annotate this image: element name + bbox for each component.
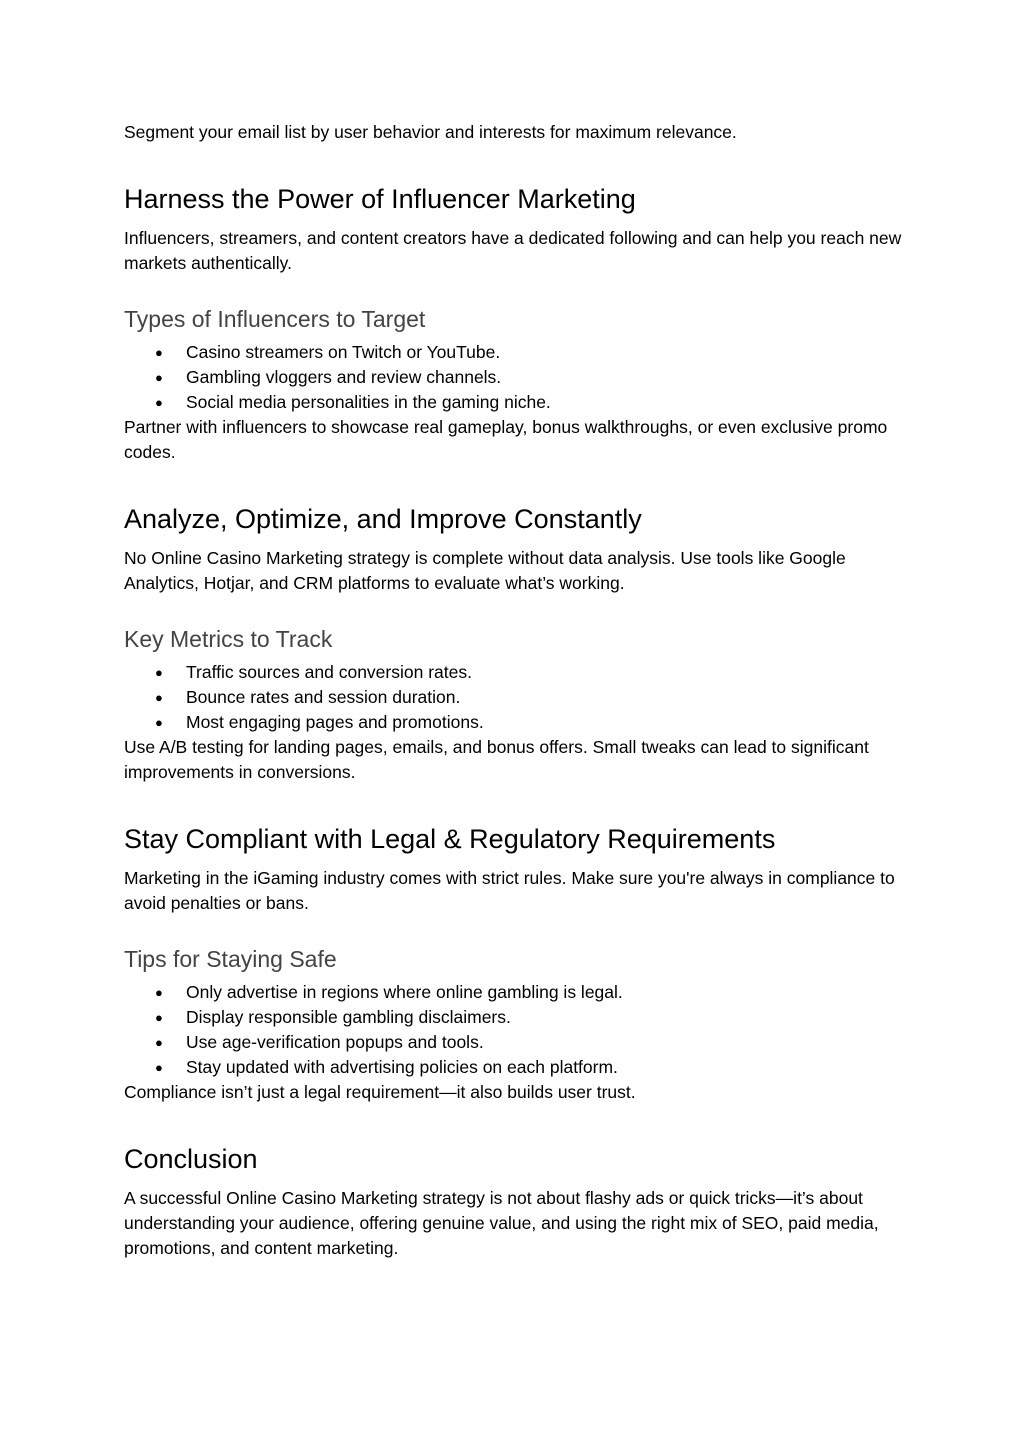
conclusion-paragraph: A successful Online Casino Marketing strategy is not about flashy ads or quick tricks—it’s about understanding your audience, offering genuine value, and using the right mix of SEO, paid media, promotions, and content marketing. [124,1188,879,1258]
section-closing: Partner with influencers to showcase real gameplay, bonus walkthroughs, or even exclusive promo codes. [124,417,888,462]
section-closing: Compliance isn’t just a legal requirement—it also builds user trust. [124,1082,636,1102]
bullet-list [124,660,904,735]
section-subheading: Key Metrics to Track [124,626,333,652]
conclusion-heading: Conclusion [124,1144,258,1174]
section-heading: Stay Compliant with Legal & Regulatory Requirements [124,824,776,854]
section-conclusion [124,1142,904,1261]
list-item: ● Use age-verification popups and tools. [124,1030,904,1055]
section-paragraph: Influencers, streamers, and content creators have a dedicated following and can help you reach new markets authentically. [124,228,902,273]
list-item: ● Bounce rates and session duration. [124,685,904,710]
list-item: ● Most engaging pages and promotions. [124,710,904,735]
section-subheading: Tips for Staying Safe [124,946,337,972]
list-item: ● Gambling vloggers and review channels. [124,365,904,390]
section-closing: Use A/B testing for landing pages, emails, and bonus offers. Small tweaks can lead to significant improvements in conversions. [124,737,869,782]
section-paragraph: No Online Casino Marketing strategy is complete without data analysis. Use tools like Google Analytics, Hotjar, and CRM platforms to evaluate what’s working. [124,548,846,593]
bullet-list [124,340,904,415]
section-subheading: Types of Influencers to Target [124,306,426,332]
section-heading: Analyze, Optimize, and Improve Constantly [124,504,642,534]
section-influencer-marketing [124,182,904,465]
section-analyze-optimize [124,502,904,785]
intro-paragraph: Segment your email list by user behavior and interests for maximum relevance. [124,122,737,142]
bullet-list [124,980,904,1080]
list-item: ● Traffic sources and conversion rates. [124,660,904,685]
list-item: ● Only advertise in regions where online gambling is legal. [124,980,904,1005]
section-compliance [124,822,904,1105]
list-item: ● Display responsible gambling disclaimers. [124,1005,904,1030]
list-item: ● Social media personalities in the gaming niche. [124,390,904,415]
list-item: ● Stay updated with advertising policies on each platform. [124,1055,904,1080]
section-paragraph: Marketing in the iGaming industry comes with strict rules. Make sure you're always in compliance to avoid penalties or bans. [124,868,895,913]
list-item: ● Casino streamers on Twitch or YouTube. [124,340,904,365]
section-heading: Harness the Power of Influencer Marketing [124,184,636,214]
document-page [124,120,904,1261]
